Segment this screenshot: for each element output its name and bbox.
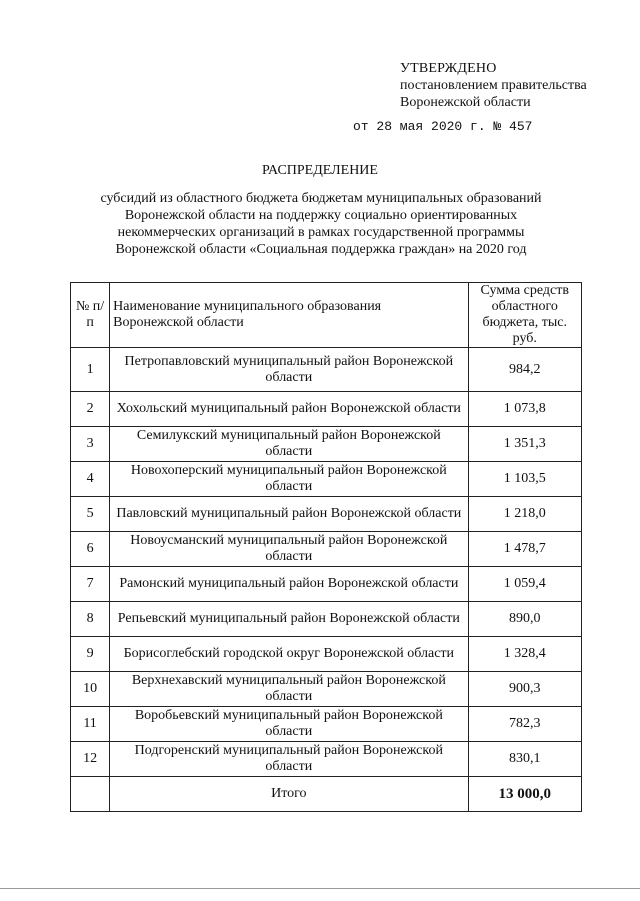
row-amount: 1 073,8 [468, 392, 581, 427]
row-municipality: Петропавловский муниципальный район Воронежской области [110, 348, 468, 392]
document-subtitle [96, 190, 546, 258]
row-amount: 1 059,4 [468, 567, 581, 602]
table-row [71, 427, 582, 462]
row-municipality: Павловский муниципальный район Воронежской области [110, 497, 468, 532]
table-row [71, 707, 582, 742]
row-number: 6 [71, 532, 110, 567]
row-amount: 984,2 [468, 348, 581, 392]
row-municipality: Подгоренский муниципальный район Воронежской области [110, 742, 468, 777]
subtitle-line: Воронежской области на поддержку социально ориентированных [124, 208, 518, 223]
total-row [71, 777, 582, 812]
row-amount: 1 328,4 [468, 637, 581, 672]
row-municipality: Воробьевский муниципальный район Воронежской области [110, 707, 468, 742]
table-row [71, 637, 582, 672]
subtitle-line: Воронежской области «Социальная поддержка граждан» на 2020 год [115, 242, 527, 257]
row-amount: 890,0 [468, 602, 581, 637]
table-row [71, 672, 582, 707]
decree-reference: от 28 мая 2020 г. № 457 [353, 119, 533, 134]
total-number [71, 777, 110, 812]
total-label: Итого [110, 777, 468, 812]
row-municipality: Новоусманский муниципальный район Воронежской области [110, 532, 468, 567]
row-amount: 1 478,7 [468, 532, 581, 567]
row-municipality: Верхнехавский муниципальный район Воронежской области [110, 672, 468, 707]
row-municipality: Репьевский муниципальный район Воронежской области [110, 602, 468, 637]
approval-line-2: Воронежской области [400, 95, 531, 110]
row-number: 8 [71, 602, 110, 637]
approval-block [400, 60, 587, 111]
header-municipality: Наименование муниципального образования Воронежской области [110, 283, 468, 348]
row-amount: 900,3 [468, 672, 581, 707]
table-row [71, 602, 582, 637]
row-amount: 830,1 [468, 742, 581, 777]
total-amount: 13 000,0 [468, 777, 581, 812]
row-amount: 1 351,3 [468, 427, 581, 462]
row-municipality: Новохоперский муниципальный район Воронежской области [110, 462, 468, 497]
table-body [71, 348, 582, 812]
row-amount: 1 218,0 [468, 497, 581, 532]
table-row [71, 462, 582, 497]
approval-line-1: постановлением правительства [400, 78, 587, 93]
table-row [71, 392, 582, 427]
row-number: 9 [71, 637, 110, 672]
page-bottom-rule [0, 888, 640, 889]
table-row [71, 348, 582, 392]
row-number: 7 [71, 567, 110, 602]
row-number: 5 [71, 497, 110, 532]
approval-title: УТВЕРЖДЕНО [400, 61, 497, 76]
subtitle-line: некоммерческих организаций в рамках государственной программы [117, 225, 525, 240]
row-number: 4 [71, 462, 110, 497]
row-municipality: Семилукский муниципальный район Воронежской области [110, 427, 468, 462]
header-amount: Сумма средств областного бюджета, тыс. руб. [468, 283, 581, 348]
document-heading: РАСПРЕДЕЛЕНИЕ [262, 163, 378, 178]
table-row [71, 567, 582, 602]
table-row [71, 742, 582, 777]
table-header-row [71, 283, 582, 348]
distribution-table [70, 282, 582, 812]
row-number: 1 [71, 348, 110, 392]
row-number: 3 [71, 427, 110, 462]
row-amount: 782,3 [468, 707, 581, 742]
table-row [71, 497, 582, 532]
table-row [71, 532, 582, 567]
row-number: 10 [71, 672, 110, 707]
subtitle-line: субсидий из областного бюджета бюджетам муниципальных образований [100, 191, 542, 206]
row-amount: 1 103,5 [468, 462, 581, 497]
row-number: 12 [71, 742, 110, 777]
row-number: 2 [71, 392, 110, 427]
row-number: 11 [71, 707, 110, 742]
row-municipality: Борисоглебский городской округ Воронежской области [110, 637, 468, 672]
row-municipality: Хохольский муниципальный район Воронежской области [110, 392, 468, 427]
header-number: № п/п [71, 283, 110, 348]
row-municipality: Рамонский муниципальный район Воронежской области [110, 567, 468, 602]
